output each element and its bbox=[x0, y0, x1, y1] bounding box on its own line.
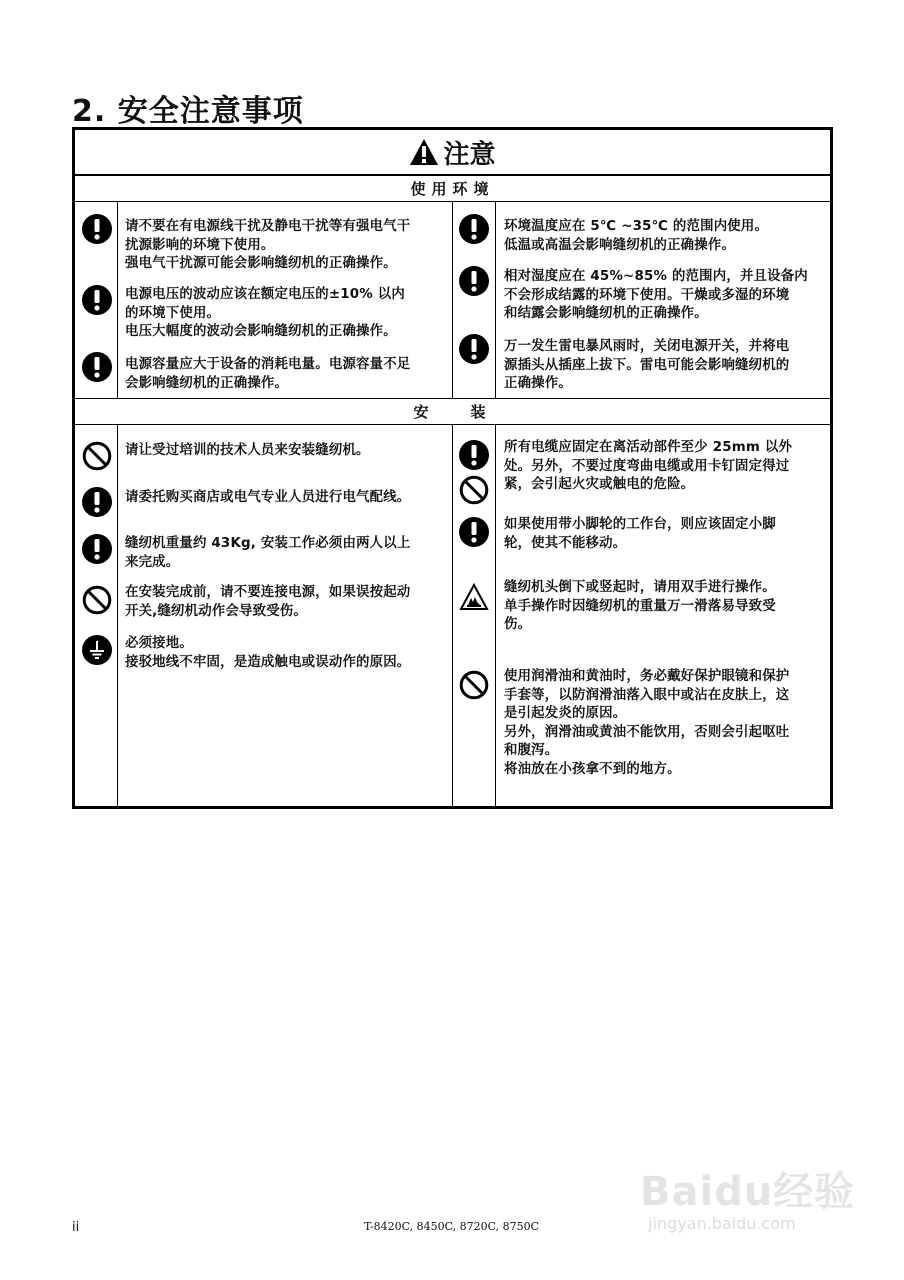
prohibited-icon bbox=[82, 441, 112, 471]
caution-header bbox=[75, 130, 830, 176]
column-divider bbox=[452, 202, 453, 398]
prohibited-icon bbox=[459, 670, 489, 700]
list-item: 请不要在有电源线干扰及静电干扰等有强电气干 扰源影响的环境下使用。 强电气干扰源可能会影响缝纫机的正确操作。 bbox=[125, 219, 411, 271]
mandatory-icon bbox=[82, 214, 112, 244]
caution-box bbox=[72, 127, 833, 809]
list-item: 万一发生雷电暴风雨时，关闭电源开关，并将电 源插头从插座上拔下。雷电可能会影响缝纫机的 正确操作。 bbox=[504, 339, 790, 391]
ground-icon bbox=[82, 635, 112, 665]
list-item: 使用润滑油和黄油时，务必戴好保护眼镜和保护 手套等，以防润滑油落入眼中或沾在皮肤上，这 是引起发炎的原因。 另外，润滑油或黄油不能饮用，否则会引起呕吐 和腹泻。 将油放在小孩拿不到的地方。 bbox=[504, 669, 790, 777]
model-numbers: T-8420C, 8450C, 8720C, 8750C bbox=[364, 1220, 540, 1233]
mandatory-icon bbox=[82, 534, 112, 564]
list-item: 必须接地。 接驳地线不牢固，是造成触电或误动作的原因。 bbox=[125, 636, 411, 670]
watermark-logo: Baidu经验 bbox=[640, 1169, 856, 1215]
mandatory-icon bbox=[82, 487, 112, 517]
hand-warning-icon bbox=[459, 582, 489, 612]
mandatory-icon bbox=[459, 334, 489, 364]
list-item: 请让受过培训的技术人员来安装缝纫机。 bbox=[125, 443, 370, 458]
mandatory-icon bbox=[82, 352, 112, 382]
mandatory-icon bbox=[82, 285, 112, 315]
list-item: 所有电缆应固定在离活动部件至少 25mm 以外 处。另外，不要过度弯曲电缆或用卡钉固定得过 紧，会引起火灾或触电的危险。 bbox=[504, 440, 793, 492]
list-item: 电源容量应大于设备的消耗电量。电源容量不足 会影响缝纫机的正确操作。 bbox=[125, 357, 411, 391]
list-item: 相对湿度应在 45%~85% 的范围内，并且设备内 不会形成结露的环境下使用。干燥或多湿的环境 和结露会影响缝纫机的正确操作。 bbox=[504, 269, 808, 321]
column-divider bbox=[117, 425, 118, 806]
list-item: 请委托购买商店或电气专业人员进行电气配线。 bbox=[125, 490, 411, 505]
page-title: 2. 安全注意事项 bbox=[72, 94, 304, 129]
section-installation bbox=[75, 398, 830, 425]
column-divider bbox=[117, 202, 118, 398]
list-item: 缝纫机重量约 43Kg, 安装工作必须由两人以上 来完成。 bbox=[125, 536, 411, 570]
section-installation-char-2: 装 bbox=[470, 403, 492, 421]
section-environment bbox=[75, 176, 830, 202]
column-divider bbox=[495, 425, 496, 806]
watermark-url: jingyan.baidu.com bbox=[648, 1214, 796, 1233]
warning-triangle-icon bbox=[409, 138, 439, 166]
section-installation-char-1: 安 bbox=[413, 403, 435, 421]
mandatory-icon bbox=[459, 517, 489, 547]
column-divider bbox=[495, 202, 496, 398]
section-environment-label: 使用环境 bbox=[410, 180, 495, 198]
mandatory-icon bbox=[459, 266, 489, 296]
mandatory-icon bbox=[459, 214, 489, 244]
list-item: 环境温度应在 5℃ ~35℃ 的范围内使用。 低温或高温会影响缝纫机的正确操作。 bbox=[504, 219, 769, 253]
list-item: 电源电压的波动应该在额定电压的±10% 以内 的环境下使用。 电压大幅度的波动会影响缝纫机的正确操作。 bbox=[125, 287, 405, 339]
list-item: 缝纫机头倒下或竖起时，请用双手进行操作。 单手操作时因缝纫机的重量万一滑落易导致受 伤。 bbox=[504, 580, 776, 632]
list-item: 在安装完成前，请不要连接电源，如果误按起动 开关,缝纫机动作会导致受伤。 bbox=[125, 585, 411, 619]
column-divider bbox=[452, 425, 453, 806]
list-item: 如果使用带小脚轮的工作台，则应该固定小脚 轮，使其不能移动。 bbox=[504, 517, 776, 551]
mandatory-icon bbox=[459, 440, 489, 470]
prohibited-icon bbox=[459, 475, 489, 505]
prohibited-icon bbox=[82, 585, 112, 615]
page-number: ii bbox=[72, 1220, 80, 1235]
caution-label: 注意 bbox=[443, 139, 496, 170]
